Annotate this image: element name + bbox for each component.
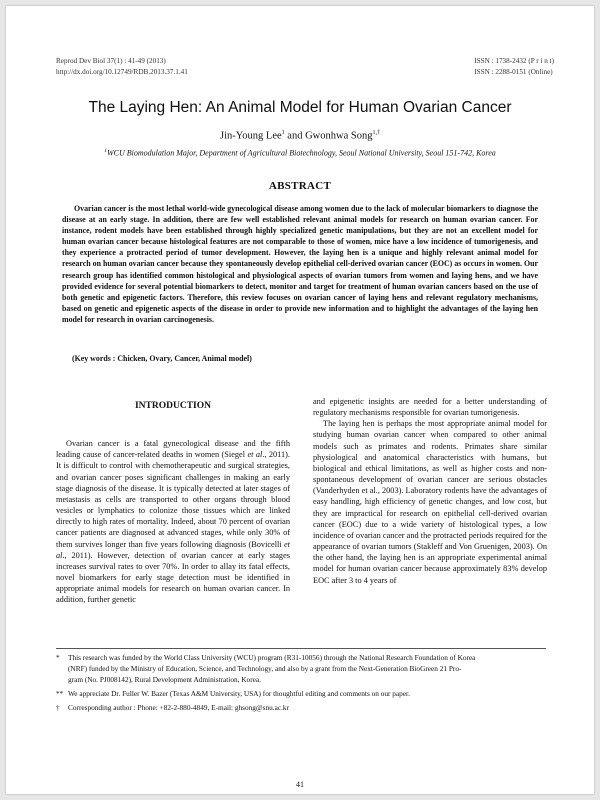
- footnote-divider: [56, 648, 546, 649]
- intro-text-b: ., 2011). It is difficult to control with chemotherapeutic and surgical strategies, and ovarian cancer poses significant challenges in making an early stage diagnosis of the disease. It is typically detected at later stages of metastasis as cells are transported to other organs through blood vesicles or lymphatics to colonize those tissues which are linked directly to high rates of mortality. Indeed, about 70 percent of ovarian cancer patients are diagnosed at advanced stages, while only 30% of them survives longer than five years following diagnosis (Bovicelli: [56, 450, 290, 549]
- author-first-sup: 1: [281, 130, 285, 136]
- footnote-funding-line-2: (NRF) funded by the Ministry of Education, Science, and Technology, and also by a grant from the Next-Generation BioGreen 21 Pro-: [68, 664, 462, 673]
- footnote-funding-line-3: gram (No. PJ008142), Rural Development Administration, Korea.: [68, 675, 261, 684]
- journal-page: [6, 6, 594, 794]
- author-and: and: [287, 130, 303, 142]
- intro-text-c: ., 2011). However, detection of ovarian cancer at early stages increases survival rates to over 70%. In order to allay its fatal effects, novel biomarkers for early stage detection must be identified in appropriate animal models for research on human ovarian cancer. In addition, further genetic: [56, 550, 290, 605]
- intro-paragraph-1: [56, 438, 290, 605]
- affiliation: [6, 148, 594, 158]
- et-al-2: et al: [56, 539, 290, 560]
- introduction-heading: INTRODUCTION: [134, 401, 211, 411]
- journal-reference: Reprod Dev Biol 37(1) : 41-49 (2013): [56, 57, 166, 65]
- author-line: [6, 130, 594, 142]
- footnote-funding: [56, 652, 546, 685]
- footnote-funding-line-1: This research was funded by the World Class University (WCU) program (R31-10056) through the National Research Foundation of Korea: [68, 653, 476, 662]
- intro-text-a: Ovarian cancer is a fatal gynecological disease and the fifth leading cause of cancer-related deaths in women (Siegel: [56, 439, 290, 460]
- affiliation-sup: 1: [104, 148, 107, 154]
- right-column: [313, 396, 547, 586]
- author-first: Jin-Young Lee: [220, 130, 282, 142]
- intro-paragraph-2: The laying hen is perhaps the most appropriate animal model for studying human ovarian cancer when compared to other animal models such as primates and rodents. Primates share similar physiological and anatomical characteristics with humans, but biological and ethical limitations, as well as higher costs and non-spontaneous development of ovarian cancer are serious obstacles (Vanderhyden et al., 2003). Laboratory rodents have the advantages of easy handling, high efficiency of genetic changes, and low cost, but they are impractical for research on epithelial cell-derived ovarian cancer (EOC) due to a wide variety of histological types, a low incidence of ovarian cancer and the protracted periods required for the appearance of ovarian tumors (Stakleff and Von Gruenigen, 2003). On the other hand, the laying hen is an appropriate experimental animal model for human ovarian cancer because approximately 83% develop EOC after 3 to 4 years of: [313, 419, 547, 585]
- abstract-text: Ovarian cancer is the most lethal world-wide gynecological disease among women due to the lack of molecular biomarkers to diagnose the disease at an early stage. In addition, there are few well established relevant animal models for research on human ovarian cancer. For instance, rodent models have been established through highly specialized genetic manipulations, but they are not an excellent model for human ovarian cancer because histological features are not comparable to those of women, mice have a low incidence of tumorigenesis, and they experience a protracted period of tumor development. However, the laying hen is a unique and highly relevant animal model for research on human ovarian cancer because they spontaneously develop epithelial cell-derived ovarian cancer (EOC) as occurs in women. Our research group has identified common histological and physiological aspects of ovarian tumors from women and laying hens, and we have provided evidence for several potential biomarkers to detect, monitor and target for treatment of human ovarian cancers based on the use of both genetic and epigenetic factors. Therefore, this review focuses on ovarian cancer of laying hens and relevant regulatory mechanisms, based on genetic and epigenetic aspects of the disease in order to provide new information and to highlight the advantages of the laying hen model for research in ovarian carcinogenesis.: [62, 204, 538, 324]
- footnote-mark-2: **: [56, 689, 64, 698]
- issn-block: [474, 56, 554, 78]
- footnote-acknowledgment-text: We appreciate Dr. Fuller W. Bazer (Texas A&M University, USA) for thoughtful editing and comments on our paper.: [68, 689, 410, 698]
- doi-link[interactable]: http://dx.doi.org/10.12749/RDB.2013.37.1.41: [56, 68, 188, 76]
- page-number: 41: [296, 780, 304, 789]
- et-al-1: et al: [247, 450, 263, 460]
- issn-online: ISSN : 2288-0151 (Online): [474, 68, 553, 76]
- intro-paragraph-continued: and epigenetic insights are needed for a better understanding of regulatory mechanisms responsible for ovarian tumorigenesis.: [313, 397, 547, 418]
- journal-citation: [56, 56, 188, 78]
- footnote-mark-1: *: [56, 653, 60, 662]
- abstract-heading: ABSTRACT: [268, 180, 332, 192]
- footnote-corresponding-text: Corresponding author : Phone: +82-2-880-4849, E-mail: ghsong@snu.ac.kr: [68, 703, 289, 712]
- issn-print: ISSN : 1738-2432 (P r i n t): [474, 57, 554, 65]
- left-column: [56, 396, 290, 606]
- author-second: Gwonhwa Song: [305, 130, 373, 142]
- keywords: (Key words : Chicken, Ovary, Cancer, Animal model): [72, 354, 252, 363]
- footnote-corresponding: [56, 702, 546, 713]
- paper-title: The Laying Hen: An Animal Model for Human Ovarian Cancer: [88, 99, 512, 116]
- footnote-acknowledgment: [56, 688, 546, 699]
- author-second-sup: 1,†: [372, 130, 380, 136]
- footnote-mark-3: †: [56, 703, 60, 712]
- affiliation-text: WCU Biomodulation Major, Department of Agricultural Biotechnology, Seoul National University, Seoul 151-742, Korea: [106, 148, 496, 158]
